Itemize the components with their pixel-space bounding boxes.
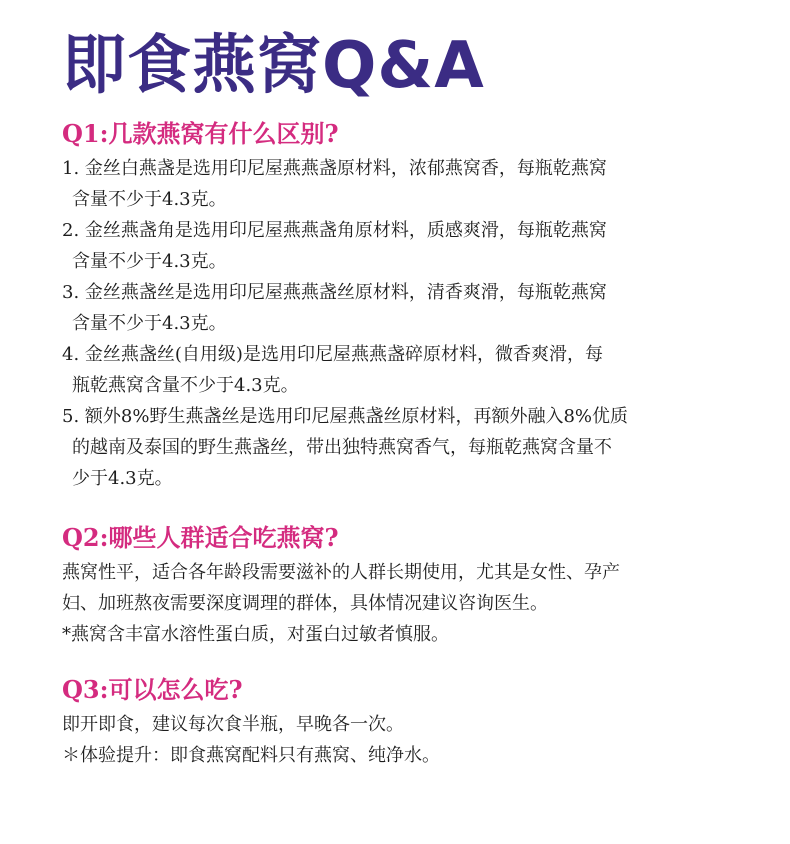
page-title: 即食燕窝Q&A — [62, 29, 485, 103]
q1-item-1-line-1: 1. 金丝白燕盏是选用印尼屋燕燕盏原材料，浓郁燕窝香，每瓶乾燕窝 — [62, 158, 607, 179]
q3-note: ＊体验提升：即食燕窝配料只有燕窝、纯净水。 — [62, 745, 440, 766]
q1-item-3-line-1: 3. 金丝燕盏丝是选用印尼屋燕燕盏丝原材料，清香爽滑，每瓶乾燕窝 — [62, 282, 607, 303]
q3-answer-line-1: 即开即食，建议每次食半瓶，早晚各一次。 — [62, 714, 404, 735]
q1-heading: Q1:几款燕窝有什么区别? — [62, 119, 339, 148]
q2-section — [62, 523, 762, 650]
q1-item-2-line-2: 含量不少于4.3克。 — [72, 251, 227, 272]
q1-answer-list — [62, 153, 762, 494]
q2-answer-line-1: 燕窝性平，适合各年龄段需要滋补的人群长期使用，尤其是女性、孕产 — [62, 562, 620, 583]
q1-item-3-line-2: 含量不少于4.3克。 — [72, 313, 227, 334]
q1-item-4-line-2: 瓶乾燕窝含量不少于4.3克。 — [72, 375, 299, 396]
q2-note: *燕窝含丰富水溶性蛋白质，对蛋白过敏者慎服。 — [62, 624, 449, 645]
q1-item-2 — [62, 215, 762, 277]
q1-item-5 — [62, 401, 762, 494]
q3-heading: Q3:可以怎么吃? — [62, 675, 243, 704]
q1-section — [62, 119, 762, 494]
q1-item-5-line-3: 少于4.3克。 — [72, 468, 173, 489]
q1-item-2-line-1: 2. 金丝燕盏角是选用印尼屋燕燕盏角原材料，质感爽滑，每瓶乾燕窝 — [62, 220, 607, 241]
q3-section — [62, 675, 762, 771]
q1-item-5-line-1: 5. 额外8%野生燕盏丝是选用印尼屋燕盏丝原材料，再额外融入8%优质 — [62, 406, 629, 427]
q2-answer-line-2: 妇、加班熬夜需要深度调理的群体，具体情况建议咨询医生。 — [62, 593, 548, 614]
q1-item-4-line-1: 4. 金丝燕盏丝(自用级)是选用印尼屋燕燕盏碎原材料，微香爽滑，每 — [62, 344, 603, 365]
q1-item-1 — [62, 153, 762, 215]
q1-item-1-line-2: 含量不少于4.3克。 — [72, 189, 227, 210]
q2-answer — [62, 557, 762, 650]
q1-item-4 — [62, 339, 762, 401]
q2-heading: Q2:哪些人群适合吃燕窝? — [62, 523, 339, 552]
q3-answer — [62, 709, 762, 771]
q1-item-3 — [62, 277, 762, 339]
q1-item-5-line-2: 的越南及泰国的野生燕盏丝，带出独特燕窝香气，每瓶乾燕窝含量不 — [72, 437, 612, 458]
